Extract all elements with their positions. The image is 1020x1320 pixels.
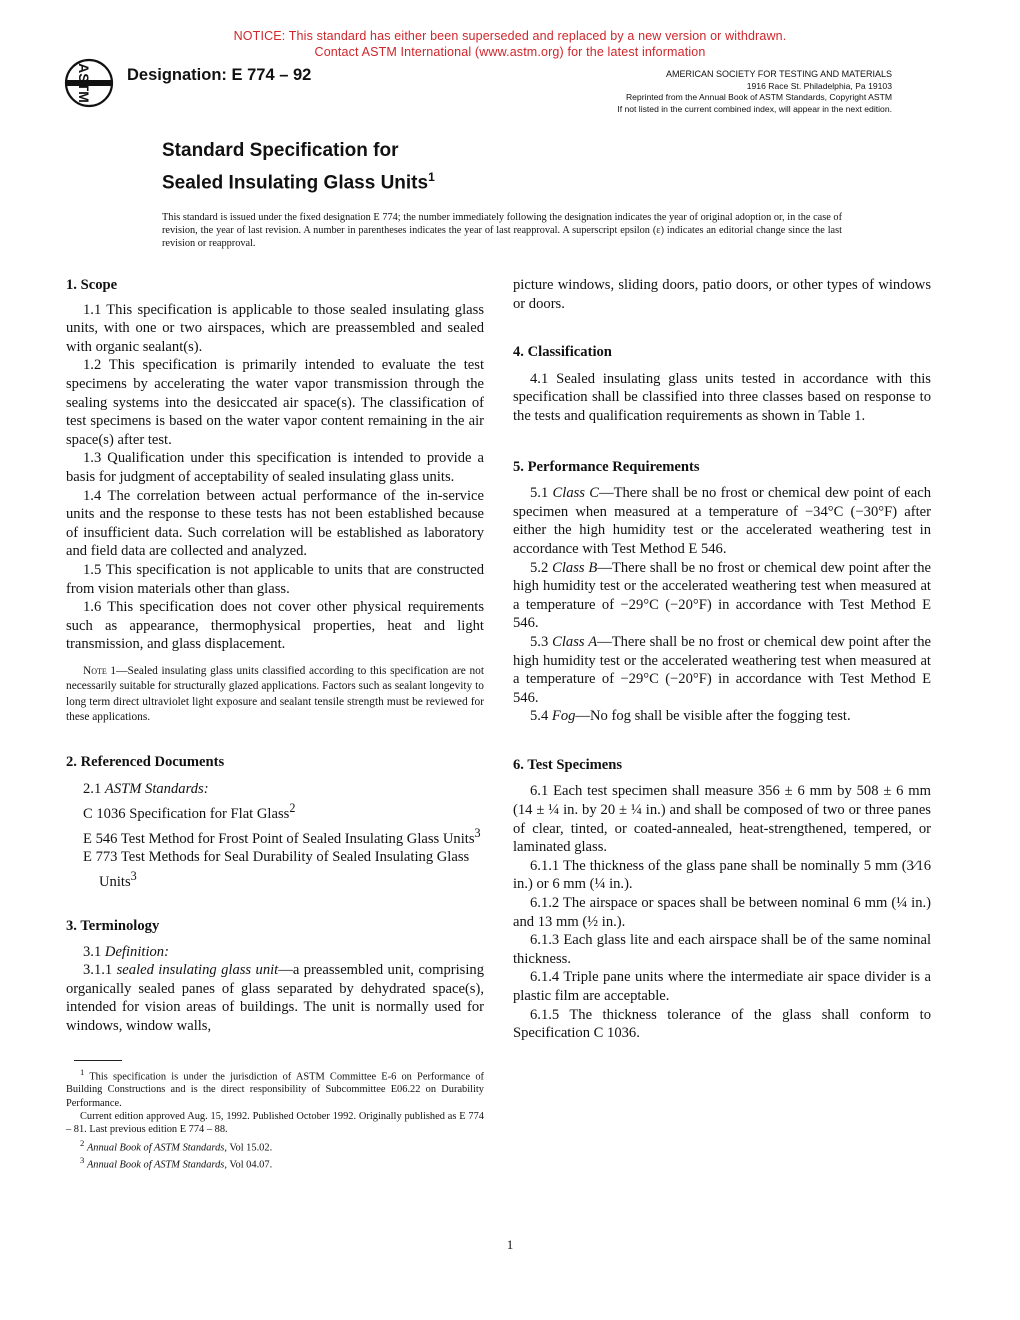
item-text: —There shall be no frost or chemical dew point after the high humidity test or the accelerated weathering test when measured at a temperature of −29°C (−20°F) in accordance with Test Method E 546. <box>513 559 932 632</box>
publisher-reprint: Reprinted from the Annual Book of ASTM Standards, Copyright ASTM <box>625 92 892 102</box>
item-number: 5.4 <box>530 708 549 725</box>
note-label: Note 1 <box>83 664 117 677</box>
section-heading-performance-requirements: 5. Performance Requirements <box>513 458 700 475</box>
section-heading-scope: 1. Scope <box>66 277 118 293</box>
notice-line-1: NOTICE: This standard has either been superseded and replaced by a new version or withdrawn. <box>233 29 787 43</box>
left-column <box>66 276 484 1172</box>
paragraph-5-3 <box>513 633 931 707</box>
footnote-title: Annual Book of ASTM Standards, <box>86 1159 227 1171</box>
section-heading-terminology: 3. Terminology <box>66 918 160 935</box>
title-line-2: Sealed Insulating Glass Units <box>162 172 429 194</box>
note-1 <box>66 664 484 726</box>
reference-text: E 546 Test Method for Frost Point of Sealed Insulating Glass Units <box>83 830 475 847</box>
subsection-3-1 <box>66 943 484 962</box>
footnote-1 <box>66 1066 484 1110</box>
footnote-2 <box>66 1137 484 1155</box>
subsection-2-1 <box>66 780 484 799</box>
section-heading-classification: 4. Classification <box>513 344 612 361</box>
astm-logo-text: ASTM <box>76 63 92 103</box>
issuance-statement: This standard is issued under the fixed designation E 774; the number immediately following the designation indicates the year of original adoption or, in the case of revision, the year of last revision. A number in parentheses indicates the year of last reapproval. A superscript epsilon (ε) indicates an editorial change since the last revision or reapproval. <box>162 212 842 249</box>
reference-text: C 1036 Specification for Flat Glass <box>83 805 290 822</box>
footnote-mark: 1 <box>80 1066 85 1077</box>
item-number: 5.3 <box>530 633 549 650</box>
item-number: 5.2 <box>530 559 549 576</box>
definition-3-1-1 <box>66 961 484 1035</box>
reference-text: E 773 Test Methods for Seal Durability of Sealed Insulating Glass Units <box>83 848 470 890</box>
item-term: Class A <box>552 633 598 650</box>
paragraph-6-1-1: 6.1.1 The thickness of the glass pane shall be nominally 5 mm (3⁄16 in.) or 6 mm (¼ in.). <box>513 857 931 893</box>
item-text: —No fog shall be visible after the fogging test. <box>575 708 851 725</box>
section-heading-test-specimens: 6. Test Specimens <box>513 756 623 773</box>
paragraph-4-1: 4.1 Sealed insulating glass units tested in accordance with this specification shall be classified into three classes based on response to the tests and qualification requirements as shown in Table 1. <box>513 370 931 424</box>
item-term: Class C <box>552 485 599 502</box>
item-term: Fog <box>551 708 576 725</box>
reference-item <box>66 824 484 848</box>
notice-banner <box>0 28 1020 60</box>
subsection-number: 3.1 <box>83 943 102 960</box>
paragraph-6-1-5: 6.1.5 The thickness tolerance of the glass shall conform to Specification C 1036. <box>513 1006 931 1042</box>
title-footnote-mark: 1 <box>428 170 435 184</box>
item-text: —There shall be no frost or chemical dew point of each specimen when measured at a temperature of −34°C (−30°F) after either the high humidity test or the accelerated weathering test in accordance with Test Method E 546. <box>513 485 932 557</box>
paragraph-1-3: 1.3 Qualification under this specification is intended to provide a basis for judgment of acceptability of sealed insulating glass units. <box>66 450 484 485</box>
note-text: —Sealed insulating glass units classified according to this specification are not necessarily suitable for structurally glazed applications. Factors such as sealant longevity to long term direct ultraviolet light exposure and sealant tensile strength must be reviewed for these applications. <box>66 664 485 724</box>
right-column <box>513 276 931 1043</box>
item-term: Class B <box>552 559 598 576</box>
reference-item <box>66 799 484 823</box>
paragraph-6-1: 6.1 Each test specimen shall measure 356 ± 6 mm by 508 ± 6 mm (14 ± ¼ in. by 20 ± ¼ in.) and shall be composed of two or three panes of clear, tinted, or coated-annealed, heat-strengthened, tempered, or laminated glass. <box>513 783 931 856</box>
item-number: 5.1 <box>530 485 549 502</box>
subsection-number: 2.1 <box>83 781 102 798</box>
publisher-index-note: If not listed in the current combined index, will appear in the next edition. <box>617 103 892 114</box>
footnote-volume: Vol 15.02. <box>229 1142 273 1153</box>
footnote-text: This specification is under the jurisdiction of ASTM Committee E-6 on Performance of Building Constructions and is the direct responsibility of Subcommittee E06.22 on Durability Performance. <box>66 1071 484 1109</box>
definition-term: sealed insulating glass unit <box>116 962 279 979</box>
astm-logo-icon <box>64 58 114 108</box>
publisher-block <box>617 69 892 115</box>
subsection-title: Definition: <box>104 943 169 960</box>
publisher-address: 1916 Race St. Philadelphia, Pa 19103 <box>746 80 892 91</box>
footnote-mark: 3 <box>80 1155 85 1166</box>
paragraph-1-5: 1.5 This specification is not applicable to units that are constructed from vision materials other than glass. <box>66 561 484 597</box>
footnote-3 <box>66 1154 484 1172</box>
page-title <box>162 138 435 196</box>
paragraph-1-2: 1.2 This specification is primarily intended to evaluate the test specimens by accelerating the water vapor transmission through the sealing systems into the desiccated air space(s). The classification of test specimens is based on the water vapor content remaining in the air space(s) after test. <box>66 357 484 448</box>
designation: Designation: E 774 – 92 <box>127 66 312 84</box>
definition-continuation: picture windows, sliding doors, patio doors, or other types of windows or doors. <box>513 277 931 312</box>
paragraph-1-1: 1.1 This specification is applicable to those sealed insulating glass units, with one or two airspaces, which are preassembled and sealed with organic sealant(s). <box>66 301 484 355</box>
publisher-org: AMERICAN SOCIETY FOR TESTING AND MATERIALS <box>665 69 892 79</box>
paragraph-5-1 <box>513 484 931 558</box>
notice-line-2: Contact ASTM International (www.astm.org) for the latest information <box>314 45 706 59</box>
definition-text: —a preassembled unit, comprising organically sealed panes of glass separated by dehydrated space(s), intended for vision areas of buildings. The unit is normally used for windows, window walls, <box>66 962 484 1034</box>
item-text: —There shall be no frost or chemical dew point after the high humidity test or the accelerated weathering test when measured at a temperature of −29°C (−20°F) in accordance with Test Method E 546. <box>513 633 931 706</box>
paragraph-5-2 <box>513 559 931 633</box>
paragraph-1-6: 1.6 This specification does not cover other physical requirements such as appearance, thermophysical properties, heat and light transmission, and glass displacement. <box>66 599 484 653</box>
paragraph-6-1-2: 6.1.2 The airspace or spaces shall be between nominal 6 mm (¼ in.) and 13 mm (½ in.). <box>513 895 931 930</box>
reference-footnote-mark: 3 <box>474 825 481 840</box>
paragraph-6-1-3: 6.1.3 Each glass lite and each airspace shall be of the same nominal thickness. <box>513 932 931 967</box>
page-number: 1 <box>506 1237 514 1252</box>
paragraph-1-4: 1.4 The correlation between actual performance of the in-service units and the response to these tests has not been established because of insufficient data. Such correlation will be established as laboratory and field data are collected and analyzed. <box>66 487 484 560</box>
footnote-volume: Vol 04.07. <box>229 1159 273 1171</box>
title-line-1: Standard Specification for <box>162 140 399 161</box>
section-heading-referenced-documents: 2. Referenced Documents <box>66 753 225 770</box>
footnote-title: Annual Book of ASTM Standards, <box>86 1142 227 1153</box>
paragraph-5-4 <box>513 707 931 726</box>
subsection-title: ASTM Standards: <box>104 781 209 798</box>
reference-item <box>66 848 484 891</box>
reference-footnote-mark: 3 <box>130 868 137 883</box>
paragraph-6-1-4: 6.1.4 Triple pane units where the intermediate air space divider is a plastic film are acceptable. <box>513 969 931 1004</box>
reference-footnote-mark: 2 <box>289 801 296 816</box>
footnote-1-edition: Current edition approved Aug. 15, 1992. Published October 1992. Originally published as E 774 – 81. Last previous edition E 774 – 88. <box>66 1110 484 1136</box>
footnote-mark: 2 <box>80 1137 85 1148</box>
definition-number: 3.1.1 <box>83 962 113 979</box>
